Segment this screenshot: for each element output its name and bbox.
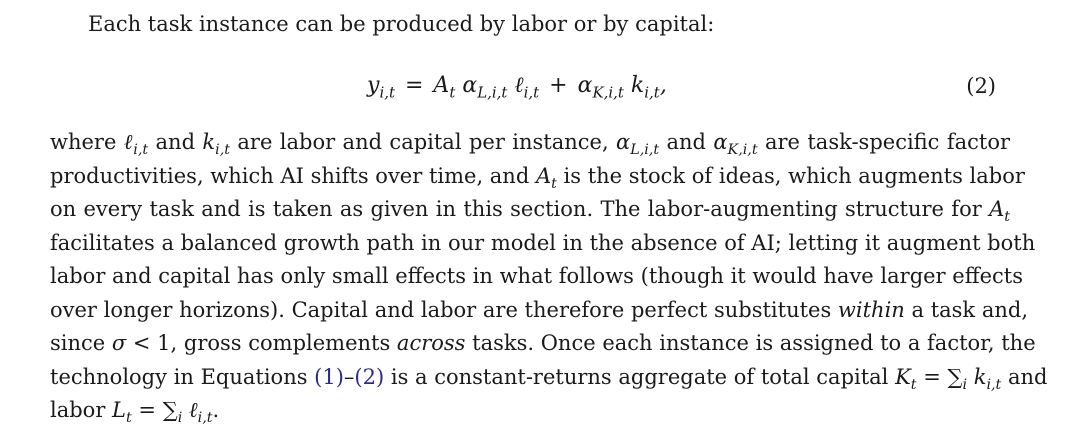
eq-alpha-L-sub: L,i,t (477, 83, 508, 102)
eq-alpha-K: α (577, 73, 593, 98)
text-run: over longer horizons). Capital and labor are therefore perfect substitutes (50, 297, 838, 322)
math-sub: i,t (215, 142, 230, 159)
text-run: . (212, 398, 220, 422)
text-run: technology in Equations (50, 364, 315, 389)
eq-k-sub: i,t (644, 83, 660, 102)
eq-A: A (433, 73, 450, 98)
math-sub: t (551, 175, 557, 192)
equation-body (367, 66, 667, 106)
math-sum: ∑ (947, 364, 963, 389)
text-run: are labor and capital per instance, (230, 130, 617, 154)
paragraph-line-3 (50, 193, 1010, 227)
text-run: are task-specific factor (757, 130, 1011, 154)
emphasis-across: across (396, 331, 466, 355)
text-run: is the stock of ideas, which augments labor (556, 163, 1025, 188)
eq-ell-sub: i,t (523, 83, 540, 102)
math-sub: L,i,t (630, 142, 660, 159)
text-run: where (50, 130, 124, 154)
eq-equals: = (404, 73, 424, 98)
math-k: k (967, 364, 987, 389)
paragraph-line-9 (50, 394, 1010, 428)
math-L: L (112, 398, 126, 422)
eq-trailing-comma: , (659, 73, 667, 98)
math-sub: i,t (986, 376, 1002, 393)
eq-alpha-K-sub: K,i,t (592, 83, 624, 102)
paragraph-line-2 (50, 160, 1025, 194)
text-run: a task and, (904, 297, 1028, 322)
math-sub: i,t (133, 142, 149, 159)
text-run: on every task and is taken as given in this section. The labor-augmenting structure for (50, 197, 990, 221)
eq-k: k (630, 73, 645, 98)
text-run: since (50, 331, 112, 355)
math-ell: ℓ (123, 130, 134, 154)
paragraph-line-8 (50, 361, 1048, 395)
paragraph-line-4: facilitates a balanced growth path in our model in the absence of AI; letting it augment both (50, 230, 1036, 255)
math-sub: i,t (197, 410, 213, 427)
math-alpha-L: α (616, 130, 631, 154)
math-A: A (535, 163, 552, 188)
eq-ell: ℓ (514, 73, 524, 98)
math-sum: ∑ (162, 398, 178, 422)
equation-2 (0, 66, 1080, 106)
math-sub: t (910, 376, 917, 393)
math-K: K (895, 364, 911, 389)
paragraph-line-1 (50, 126, 1010, 160)
text-run: productivities, which AI shifts over time, and (50, 163, 536, 188)
math-sub: t (1004, 209, 1010, 226)
lead-sentence: Each task instance can be produced by labor or by capital: (88, 12, 715, 36)
text-run: and (1001, 364, 1048, 389)
text-run: and (659, 130, 714, 154)
eq-A-sub: t (449, 83, 456, 102)
equation-2-link[interactable]: (2) (354, 364, 385, 389)
math-ell: ℓ (182, 398, 198, 422)
math-equals: = (916, 364, 948, 389)
text-run: < 1, gross complements (126, 331, 397, 355)
paragraph-line-6 (50, 294, 1028, 328)
text-run: and (148, 130, 203, 154)
text-run: – (343, 364, 355, 389)
math-alpha-K: α (713, 130, 728, 154)
text-run: is a constant-returns aggregate of total capital (384, 364, 896, 389)
math-sub: t (126, 410, 132, 427)
math-sub: K,i,t (727, 142, 758, 159)
eq-lhs-sub: i,t (379, 83, 395, 102)
text-run: labor (50, 398, 113, 422)
math-sub: i (962, 376, 968, 393)
math-sigma: σ (111, 331, 127, 355)
math-sub: i (177, 410, 183, 427)
paragraph-line-5: labor and capital has only small effects in what follows (though it would have larger effects (50, 264, 1024, 288)
eq-plus: + (549, 73, 568, 98)
equation-1-link[interactable]: (1) (314, 364, 344, 389)
equation-number: (2) (966, 74, 996, 98)
eq-lhs: y (367, 73, 380, 98)
eq-alpha-L: α (462, 73, 478, 98)
math-k: k (202, 130, 216, 154)
emphasis-within: within (837, 297, 905, 322)
paragraph-line-7 (50, 327, 1036, 361)
math-A: A (989, 197, 1005, 221)
math-equals: = (131, 398, 163, 422)
body-paragraph (50, 126, 1048, 428)
text-run: tasks. Once each instance is assigned to a factor, the (465, 331, 1036, 355)
